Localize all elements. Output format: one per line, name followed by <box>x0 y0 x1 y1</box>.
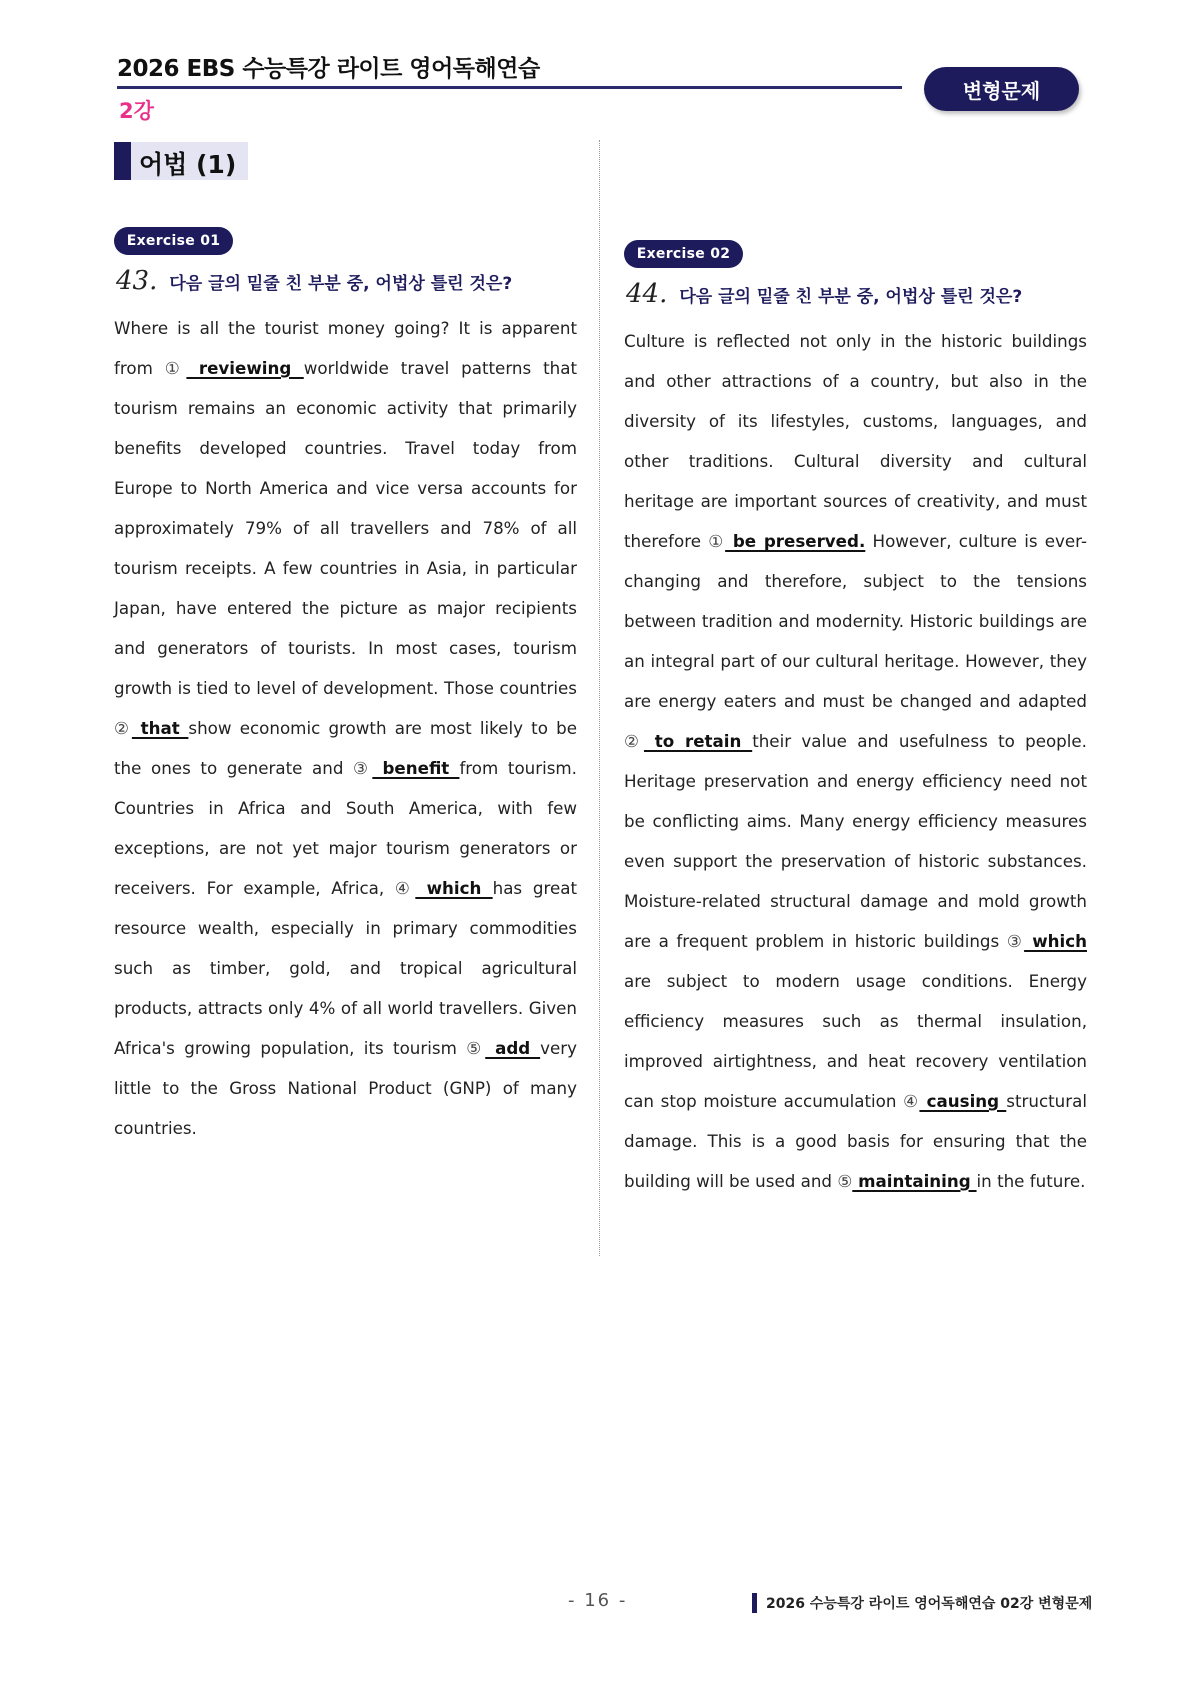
question-number: 43. <box>116 266 158 296</box>
choice-marker: ① <box>708 531 726 551</box>
exercise-label: Exercise 02 <box>624 240 743 268</box>
underlined-choice: be preserved. <box>725 531 866 551</box>
exercise-label: Exercise 01 <box>114 227 233 255</box>
choice-marker: ① <box>164 358 187 378</box>
footer <box>752 1593 1092 1613</box>
choice-marker: ④ <box>394 878 416 898</box>
footer-accent-bar <box>752 1593 757 1613</box>
choice-marker: ③ <box>1006 931 1025 951</box>
passage-text: Where is all the tourist money going? It is apparent from ① reviewing worldwide travel patterns that tourism remains an economic activity that primarily benefits developed countries. Travel today from Europe to North America and vice versa accounts for approximately 79% of all travellers and 78% of all tourism receipts. A few countries in Asia, in particular Japan, have entered the picture as major recipients and generators of tourists. In most cases, tourism growth is tied to level of development. Those countries ② that show economic growth are most likely to be the ones to generate and ③ benefit from tourism. Countries in Africa and South America, with few exceptions, are not yet major tourism generators or receivers. For example, Africa, ④ which has great resource wealth, especially in primary commodities such as timber, gold, and tropical agricultural products, attracts only 4% of all world travellers. Given Africa's growing population, its tourism ⑤ add very little to the Gross National Product (GNP) of many countries. <box>114 318 578 1138</box>
page-number: - 16 - <box>568 1590 628 1611</box>
underlined-choice: benefit <box>372 758 460 778</box>
document-title: 2026 EBS 수능특강 라이트 영어독해연습 <box>117 56 540 82</box>
question-prompt: 다음 글의 밑줄 친 부분 중, 어법상 틀린 것은? <box>679 287 1023 307</box>
section-accent-bar <box>114 142 131 180</box>
footer-text: 2026 수능특강 라이트 영어독해연습 02강 변형문제 <box>766 1596 1093 1612</box>
choice-marker: ⑤ <box>466 1038 486 1058</box>
question-number: 44. <box>626 279 668 309</box>
underlined-choice: that <box>131 718 189 738</box>
header-rule <box>117 86 902 89</box>
column-divider <box>599 140 600 1256</box>
choice-marker: ③ <box>353 758 373 778</box>
underlined-choice: maintaining <box>852 1171 977 1191</box>
section-title: 어법 (1) <box>139 150 237 179</box>
underlined-choice: reviewing <box>186 358 304 378</box>
category-badge: 변형문제 <box>924 67 1079 111</box>
underlined-choice: add <box>485 1038 541 1058</box>
underlined-choice: causing <box>919 1091 1007 1111</box>
underlined-choice: to retain <box>643 731 753 751</box>
question-header <box>116 266 512 296</box>
choice-marker: ⑤ <box>837 1171 853 1191</box>
unit-label: 2강 <box>119 99 154 123</box>
passage-text: Culture is reflected not only in the historic buildings and other attractions of a country, but also in the diversity of its lifestyles, customs, languages, and other traditions. Cultural diversity and cultural heritage are important sources of creativity, and must therefore ① be preserved. However, culture is ever-changing and therefore, subject to the tensions between tradition and modernity. Historic buildings are an integral part of our cultural heritage. However, they are energy eaters and must be changed and adapted ② to retain their value and usefulness to people. Heritage preservation and energy efficiency need not be conflicting aims. Many energy efficiency measures even support the preservation of historic substances. Moisture-related structural damage and mold growth are a frequent problem in historic buildings ③ which are subject to modern usage conditions. Energy efficiency measures such as thermal insulation, improved airtightness, and heat recovery ventilation can stop moisture accumulation ④ causing structural damage. This is a good basis for ensuring that the building will be used and ⑤ maintaining in the future. <box>624 331 1087 1191</box>
question-prompt: 다음 글의 밑줄 친 부분 중, 어법상 틀린 것은? <box>169 274 513 294</box>
underlined-choice: which <box>415 878 493 898</box>
choice-marker: ④ <box>903 1091 920 1111</box>
underlined-choice: which <box>1024 931 1087 951</box>
choice-marker: ② <box>114 718 132 738</box>
choice-marker: ② <box>624 731 644 751</box>
section-heading <box>114 142 248 180</box>
question-header <box>626 279 1022 309</box>
